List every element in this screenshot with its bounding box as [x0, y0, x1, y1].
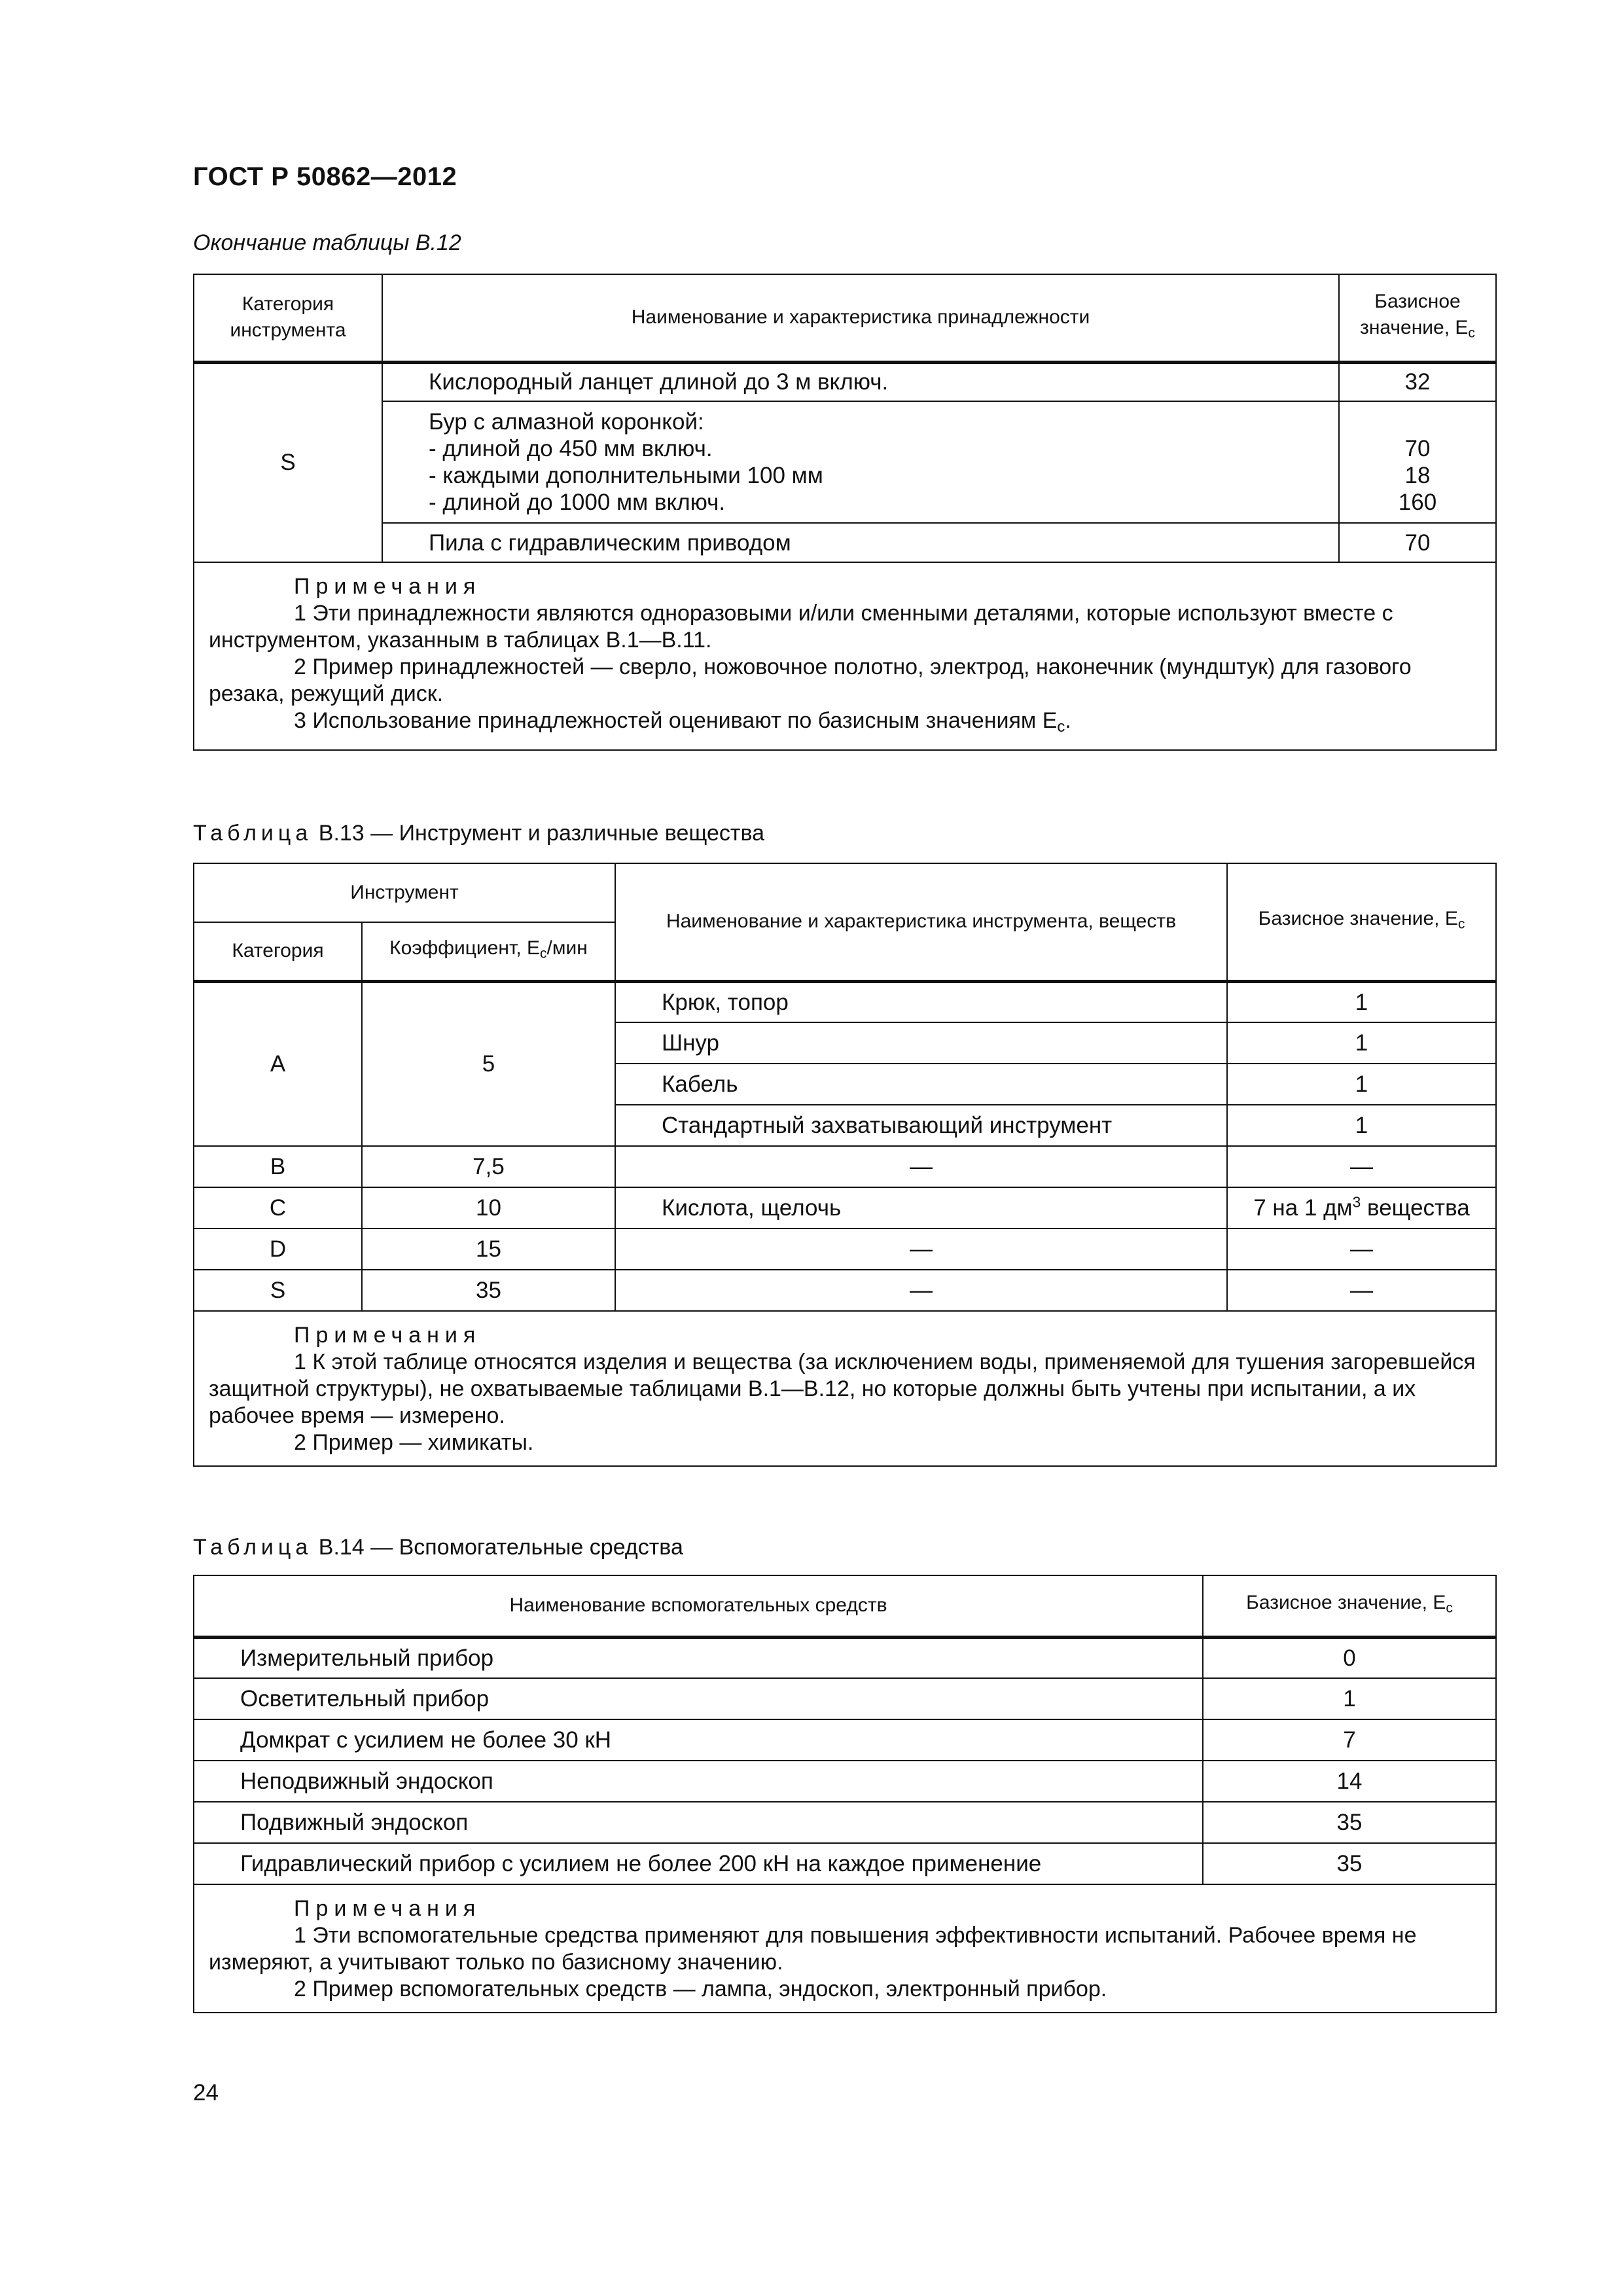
table14-row-value: 35	[1203, 1802, 1496, 1843]
table14-row-name: Неподвижный эндоскоп	[194, 1761, 1203, 1802]
table13-header-category: Категория	[194, 922, 362, 981]
table12-category-cell: S	[194, 362, 382, 562]
notes-heading: Примечания	[294, 1896, 482, 1921]
table13-caption: Таблица В.13 — Инструмент и различные вещества	[193, 821, 765, 846]
table12-row-value: 70 18 160	[1339, 401, 1496, 523]
table14-row-value: 35	[1203, 1843, 1496, 1884]
note-1: 1 К этой таблице относятся изделия и вещества (за исключением воды, применяемой для тушения загоревшейся защитной структуры), не охватываемые таблицами В.1—В.12, но которые должны быть учтены при испытании, а их рабочее время — измерено.	[209, 1350, 1476, 1428]
table14-notes	[194, 1884, 1496, 2013]
table12-row-name: Бур с алмазной коронкой: - длиной до 450 мм включ. - каждыми дополнительными 100 мм - длиной до 1000 мм включ.	[382, 401, 1339, 523]
table13-item-name: —	[615, 1270, 1227, 1311]
table13-category-cell: А	[194, 981, 362, 1146]
table13-coef-cell: 5	[362, 981, 615, 1146]
table12-notes	[194, 562, 1496, 750]
table12-row-name: Кислородный ланцет длиной до 3 м включ.	[382, 362, 1339, 401]
table14-row-name: Осветительный прибор	[194, 1678, 1203, 1719]
table13-item-name: Кабель	[615, 1064, 1227, 1105]
table13-item-name: Кислота, щелочь	[615, 1187, 1227, 1229]
table14-row-value: 0	[1203, 1637, 1496, 1678]
note-1: 1 Эти принадлежности являются одноразовыми и/или сменными деталями, которые используют вместе с инструментом, указанным в таблицах В.1—В.11.	[209, 601, 1393, 653]
table13-item-name: —	[615, 1229, 1227, 1270]
table13-coef-cell: 15	[362, 1229, 615, 1270]
note-3: 3 Использование принадлежностей оценивают по базисным значениям $E_c$.	[294, 708, 1071, 736]
table13-category-cell: S	[194, 1270, 362, 1311]
document-title: ГОСТ Р 50862—2012	[193, 162, 457, 191]
table13-header-name: Наименование и характеристика инструмента, веществ	[615, 863, 1227, 981]
table14-header-name: Наименование вспомогательных средств	[194, 1575, 1203, 1637]
table12-row-value: 32	[1339, 362, 1496, 401]
note-2: 2 Пример вспомогательных средств — лампа, эндоскоп, электронный прибор.	[294, 1977, 1107, 2001]
table13-category-cell: С	[194, 1187, 362, 1229]
table13-header-base: Базисное значение, $E_c$	[1227, 863, 1496, 981]
table13-category-cell: D	[194, 1229, 362, 1270]
table13-item-value: —	[1227, 1229, 1496, 1270]
notes-heading: Примечания	[294, 1323, 482, 1348]
note-2: 2 Пример — химикаты.	[294, 1430, 534, 1455]
table13-item-value: —	[1227, 1146, 1496, 1187]
table12	[193, 274, 1497, 751]
table13-item-name: Крюк, топор	[615, 981, 1227, 1022]
table13-item-value: 1	[1227, 1022, 1496, 1064]
table13-coef-cell: 7,5	[362, 1146, 615, 1187]
table13-item-name: Стандартный захватывающий инструмент	[615, 1105, 1227, 1146]
page-number: 24	[193, 2080, 219, 2106]
table14-caption: Таблица В.14 — Вспомогательные средства	[193, 1535, 683, 1560]
table14	[193, 1575, 1497, 2013]
table13-item-value: 1	[1227, 981, 1496, 1022]
table14-row-name: Домкрат с усилием не более 30 кН	[194, 1719, 1203, 1761]
note-1: 1 Эти вспомогательные средства применяют для повышения эффективности испытаний. Рабочее время не измеряют, а учитывают только по базисному значению.	[209, 1923, 1417, 1975]
table12-row-name: Пила с гидравлическим приводом	[382, 523, 1339, 562]
table12-header-name: Наименование и характеристика принадлежности	[382, 274, 1339, 362]
table12-caption: Окончание таблицы В.12	[193, 230, 461, 255]
table13-notes	[194, 1311, 1496, 1466]
table12-header-category: Категория инструмента	[194, 274, 382, 362]
table12-header-base: Базисное значение, $E_c$	[1339, 274, 1496, 362]
table13	[193, 863, 1497, 1467]
table14-row-name: Подвижный эндоскоп	[194, 1802, 1203, 1843]
table14-row-value: 7	[1203, 1719, 1496, 1761]
table13-header-tool: Инструмент	[194, 863, 615, 922]
table14-row-value: 1	[1203, 1678, 1496, 1719]
note-2: 2 Пример принадлежностей — сверло, ножовочное полотно, электрод, наконечник (мундштук) для газового резака, режущий диск.	[209, 655, 1412, 706]
table13-item-value: —	[1227, 1270, 1496, 1311]
table14-header-base: Базисное значение, $E_c$	[1203, 1575, 1496, 1637]
table13-coef-cell: 35	[362, 1270, 615, 1311]
table14-row-name: Измерительный прибор	[194, 1637, 1203, 1678]
table13-item-value: 1	[1227, 1105, 1496, 1146]
table13-item-name: —	[615, 1146, 1227, 1187]
table14-row-value: 14	[1203, 1761, 1496, 1802]
table13-item-value: 7 на 1 $дм^3$ вещества	[1227, 1187, 1496, 1229]
table13-item-value: 1	[1227, 1064, 1496, 1105]
table13-coef-cell: 10	[362, 1187, 615, 1229]
table12-row-value: 70	[1339, 523, 1496, 562]
table13-header-coef: Коэффициент, $E_c$/мин	[362, 922, 615, 981]
notes-heading: Примечания	[294, 574, 482, 599]
table14-row-name: Гидравлический прибор с усилием не более 200 кН на каждое применение	[194, 1843, 1203, 1884]
table13-category-cell: В	[194, 1146, 362, 1187]
table13-item-name: Шнур	[615, 1022, 1227, 1064]
